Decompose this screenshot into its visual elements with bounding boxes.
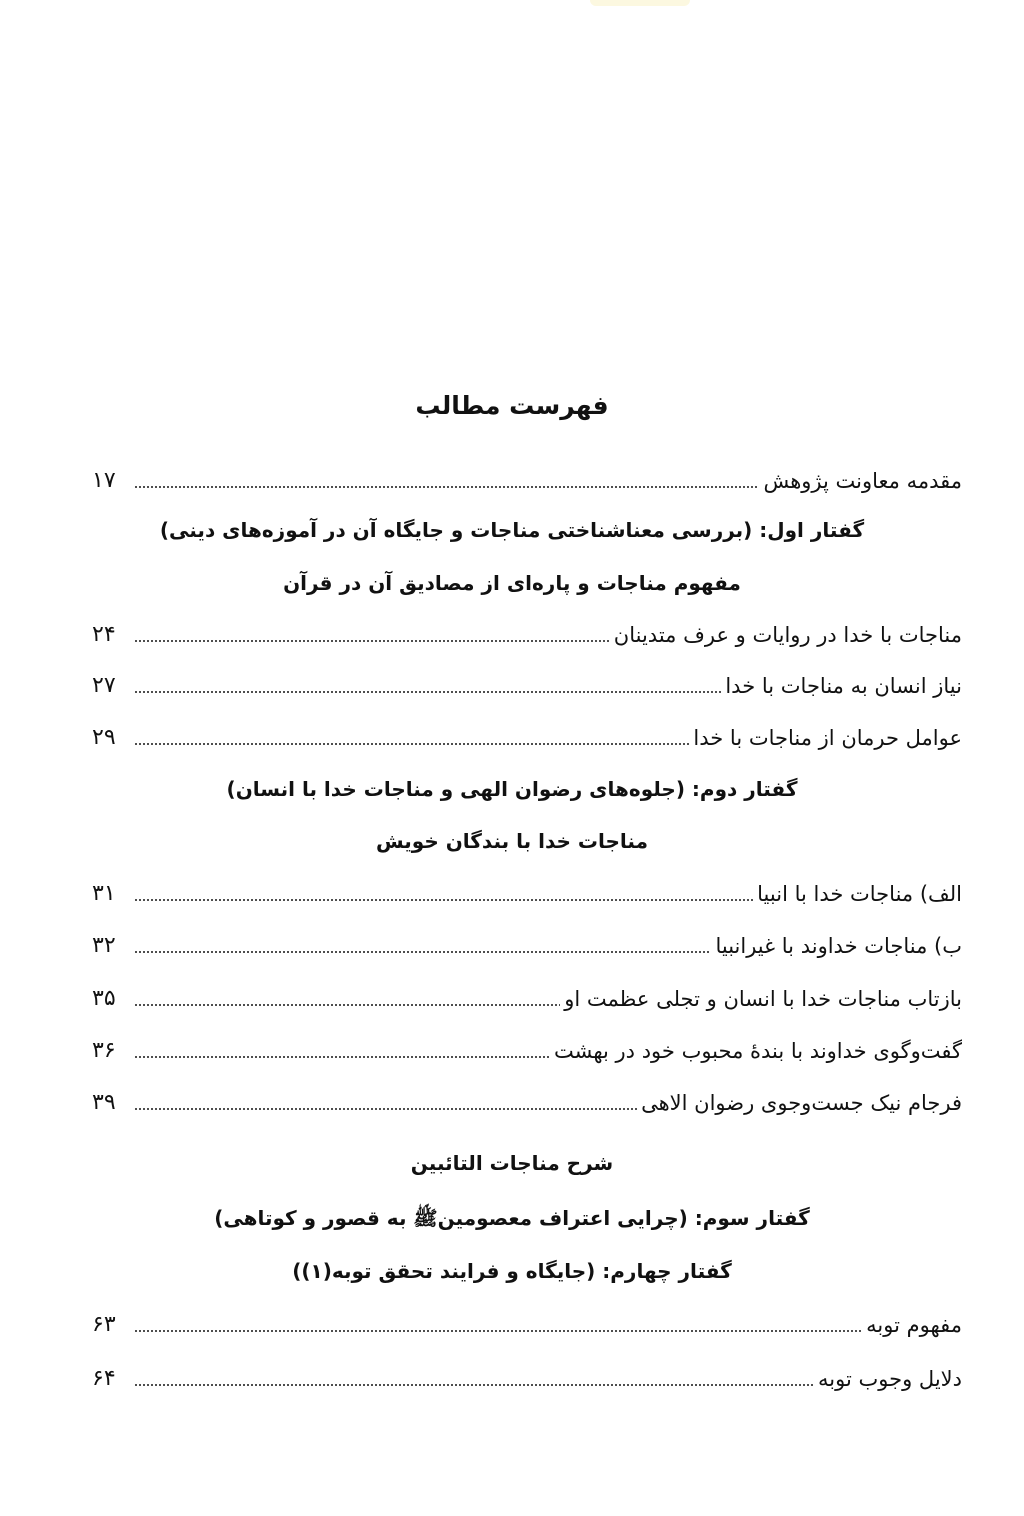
toc-entry-label: مناجات با خدا در روایات و عرف متدینان	[613, 623, 962, 647]
toc-section-heading: مناجات خدا با بندگان خویش	[376, 829, 648, 853]
toc-entry-page: ۳۹	[92, 1090, 116, 1115]
toc-section-heading: مفهوم مناجات و پاره‌ای از مصادیق آن در قرآن	[283, 571, 741, 595]
toc-entry-label: گفت‌وگوی خداوند با بندهٔ محبوب خود در بهشت	[553, 1039, 962, 1063]
toc-entry-label: عوامل حرمان از مناجات با خدا	[693, 726, 962, 750]
dot-leader	[134, 638, 610, 644]
toc-entry-page: ۲۷	[92, 673, 116, 698]
dot-leader	[134, 1328, 862, 1334]
dot-leader	[134, 1106, 637, 1112]
toc-entry-page: ۳۱	[92, 881, 116, 906]
toc-entry[interactable]	[92, 1360, 962, 1394]
toc-entry-page: ۳۲	[92, 933, 116, 958]
toc-entry-page: ۳۵	[92, 986, 116, 1011]
toc-section-heading: گفتار اول: (بررسی معناشناختی مناجات و جایگاه آن در آموزه‌های دینی)	[159, 518, 865, 542]
toc-entry-page: ۲۴	[92, 622, 116, 647]
dot-leader	[134, 1054, 550, 1060]
dot-leader	[134, 897, 753, 903]
toc-entry-label: ب) مناجات خداوند با غیرانبیا	[715, 934, 962, 958]
toc-entry[interactable]	[92, 667, 962, 701]
toc-entry-page: ۱۷	[92, 468, 116, 493]
dot-leader	[134, 689, 721, 695]
toc-section-heading: گفتار دوم: (جلوه‌های رضوان الهی و مناجات خدا با انسان)	[226, 777, 798, 801]
dot-leader	[134, 1002, 560, 1008]
toc-section-heading: شرح مناجات التائبین	[410, 1151, 614, 1175]
toc-entry[interactable]	[92, 875, 962, 909]
toc-entry[interactable]	[92, 1306, 962, 1340]
toc-entry-label: فرجام نیک جست‌وجوی رضوان الاهی	[641, 1091, 962, 1115]
toc-entry[interactable]	[92, 462, 962, 496]
toc-entry-page: ۳۶	[92, 1038, 116, 1063]
toc-entry[interactable]	[92, 980, 962, 1014]
toc-section-heading: گفتار سوم: (چرایی اعتراف معصومینﷺ به قصور و کوتاهی)	[214, 1206, 810, 1230]
toc-entry-label: مفهوم توبه	[866, 1313, 962, 1337]
toc-entry-page: ۶۴	[92, 1366, 116, 1391]
toc-entry[interactable]	[92, 616, 962, 650]
toc-entry-label: الف) مناجات خدا با انبیا	[757, 882, 962, 906]
toc-entry[interactable]	[92, 927, 962, 961]
toc-section-heading: گفتار چهارم: (جایگاه و فرایند تحقق توبه(۱))	[292, 1259, 732, 1283]
toc-entry-label: نیاز انسان به مناجات با خدا	[725, 674, 962, 698]
toc-entry-page: ۲۹	[92, 725, 116, 750]
toc-entry-page: ۶۳	[92, 1312, 116, 1337]
paper-stain	[590, 0, 690, 6]
toc-entry[interactable]	[92, 719, 962, 753]
toc-entry-label: دلایل وجوب توبه	[818, 1367, 962, 1391]
dot-leader	[134, 741, 689, 747]
toc-entry-label: مقدمه معاونت پژوهش	[763, 469, 962, 493]
toc-entry[interactable]	[92, 1032, 962, 1066]
toc-entry[interactable]	[92, 1084, 962, 1118]
dot-leader	[134, 1382, 814, 1388]
dot-leader	[134, 949, 711, 955]
dot-leader	[134, 484, 759, 490]
toc-title: فهرست مطالب	[415, 391, 609, 420]
toc-entry-label: بازتاب مناجات خدا با انسان و تجلی عظمت او	[564, 987, 962, 1011]
